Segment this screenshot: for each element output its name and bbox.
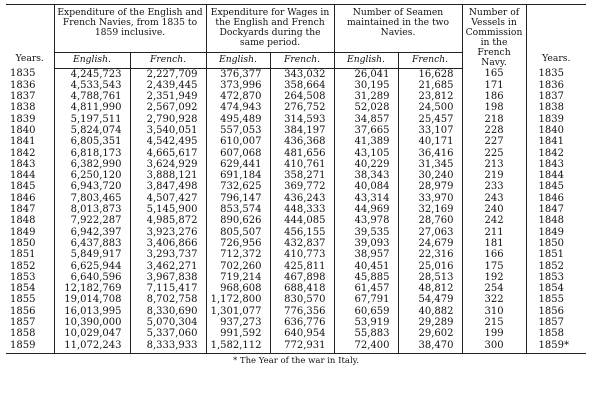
seamen-french-cell: 30,240 [398,170,462,181]
year-cell: 1836 [6,80,54,91]
year-cell-right: 1845 [526,181,586,192]
seamen-french-cell: 23,812 [398,91,462,102]
vessels-cell: 186 [462,91,526,102]
wages-english-cell: 991,592 [206,328,270,339]
years-header: Years. [15,53,44,64]
year-cell-right: 1854 [526,283,586,294]
wages-french-cell: 425,811 [270,261,334,272]
navies-english-cell: 11,072,243 [54,340,130,354]
wages-french-cell: 636,776 [270,317,334,328]
navies-french-cell: 3,888,121 [130,170,206,181]
table-row [6,80,586,91]
wages-english-cell: 719,214 [206,272,270,283]
wages-french-cell: 481,656 [270,148,334,159]
vessels-cell: 175 [462,261,526,272]
wages-english-cell: 853,574 [206,204,270,215]
wages-french-cell: 343,032 [270,68,334,80]
seamen-english-cell: 53,919 [334,317,398,328]
navies-english-cell: 10,390,000 [54,317,130,328]
vessels-cell: 243 [462,193,526,204]
seamen-french-cell: 38,470 [398,340,462,354]
navies-english-cell: 7,803,465 [54,193,130,204]
seamen-french-cell: 33,107 [398,125,462,136]
navies-expenditure-header: Expenditure of the English and French Navies, from 1835 to 1859 inclusive. [54,5,206,53]
navies-english-cell: 6,250,120 [54,170,130,181]
navies-english-cell: 12,182,769 [54,283,130,294]
seamen-french-header: French. [398,53,462,68]
vessels-cell: 218 [462,114,526,125]
navies-french-cell: 3,293,737 [130,249,206,260]
wages-expenditure-header: Expenditure for Wages in the English and French Dockyards during the same period. [206,5,334,53]
seamen-english-cell: 37,665 [334,125,398,136]
navies-english-cell: 6,943,720 [54,181,130,192]
seamen-english-cell: 39,535 [334,227,398,238]
navies-english-cell: 6,640,596 [54,272,130,283]
vessels-cell: 215 [462,317,526,328]
years-header-right: Years. [542,53,571,64]
seamen-english-cell: 72,400 [334,340,398,354]
wages-english-cell: 495,489 [206,114,270,125]
year-cell-right: 1835 [526,68,586,80]
table-row [6,317,586,328]
seamen-english-cell: 61,457 [334,283,398,294]
seamen-english-cell: 60,659 [334,306,398,317]
table-row [6,181,586,192]
year-cell-right: 1850 [526,238,586,249]
year-cell-right: 1853 [526,272,586,283]
wages-french-cell: 432,837 [270,238,334,249]
table-row [6,215,586,226]
seamen-english-cell: 34,857 [334,114,398,125]
year-cell: 1848 [6,215,54,226]
navies-english-cell: 7,922,287 [54,215,130,226]
navies-english-cell: 8,013,873 [54,204,130,215]
wages-french-cell: 314,593 [270,114,334,125]
seamen-french-cell: 16,628 [398,68,462,80]
vessels-cell: 228 [462,125,526,136]
seamen-french-cell: 27,063 [398,227,462,238]
wages-english-cell: 629,441 [206,159,270,170]
year-cell: 1840 [6,125,54,136]
wages-french-cell: 369,772 [270,181,334,192]
wages-english-cell: 1,301,077 [206,306,270,317]
navies-french-cell: 3,847,498 [130,181,206,192]
navies-english-cell: 6,382,990 [54,159,130,170]
table-row [6,125,586,136]
table-row [6,148,586,159]
seamen-french-cell: 33,970 [398,193,462,204]
navies-english-cell: 10,029,047 [54,328,130,339]
vessels-cell: 240 [462,204,526,215]
wages-english-cell: 796,147 [206,193,270,204]
wages-english-cell: 610,007 [206,136,270,147]
navies-french-cell: 3,406,866 [130,238,206,249]
navies-french-cell: 8,333,933 [130,340,206,354]
seamen-french-cell: 21,685 [398,80,462,91]
navies-english-cell: 6,818,173 [54,148,130,159]
table-header [6,5,586,69]
table-row [6,102,586,113]
navies-french-cell: 3,967,838 [130,272,206,283]
table-row [6,159,586,170]
vessels-cell: 227 [462,136,526,147]
year-cell: 1851 [6,249,54,260]
year-cell-right: 1836 [526,80,586,91]
seamen-english-header: English. [334,53,398,68]
wages-english-cell: 732,625 [206,181,270,192]
year-cell-right: 1840 [526,125,586,136]
navies-french-cell: 5,337,060 [130,328,206,339]
wages-english-cell: 702,260 [206,261,270,272]
wages-french-cell: 444,085 [270,215,334,226]
navies-english-cell: 5,849,917 [54,249,130,260]
seamen-french-cell: 22,316 [398,249,462,260]
year-cell-right: 1855 [526,294,586,305]
year-cell: 1859 [6,340,54,354]
navies-french-cell: 2,790,928 [130,114,206,125]
year-cell-right: 1844 [526,170,586,181]
seamen-french-cell: 28,979 [398,181,462,192]
seamen-english-cell: 43,978 [334,215,398,226]
wages-french-cell: 358,271 [270,170,334,181]
seamen-english-cell: 55,883 [334,328,398,339]
wages-french-cell: 410,773 [270,249,334,260]
navies-english-cell: 5,197,511 [54,114,130,125]
seamen-french-cell: 29,289 [398,317,462,328]
navies-english-cell: 19,014,708 [54,294,130,305]
navies-english-header: English. [54,53,130,68]
seamen-french-cell: 25,016 [398,261,462,272]
year-cell: 1837 [6,91,54,102]
seamen-french-cell: 24,500 [398,102,462,113]
year-cell-right: 1839 [526,114,586,125]
year-cell: 1844 [6,170,54,181]
seamen-french-cell: 40,171 [398,136,462,147]
seamen-english-cell: 38,957 [334,249,398,260]
year-cell: 1858 [6,328,54,339]
table-row [6,328,586,339]
navies-french-cell: 2,227,709 [130,68,206,80]
vessels-cell: 211 [462,227,526,238]
navies-french-cell: 5,145,900 [130,204,206,215]
table-row [6,170,586,181]
navies-french-cell: 4,665,617 [130,148,206,159]
vessels-cell: 198 [462,102,526,113]
table-row [6,68,586,80]
year-cell-right: 1849 [526,227,586,238]
seamen-english-cell: 44,969 [334,204,398,215]
navies-french-cell: 2,567,092 [130,102,206,113]
vessels-cell: 219 [462,170,526,181]
seamen-english-cell: 40,451 [334,261,398,272]
seamen-french-cell: 31,345 [398,159,462,170]
table-row [6,294,586,305]
wages-french-cell: 776,356 [270,306,334,317]
navies-french-cell: 4,985,872 [130,215,206,226]
year-cell-right: 1856 [526,306,586,317]
navies-english-cell: 5,824,074 [54,125,130,136]
wages-english-header: English. [206,53,270,68]
seamen-english-cell: 30,195 [334,80,398,91]
navies-french-cell: 7,115,417 [130,283,206,294]
year-cell: 1838 [6,102,54,113]
year-cell: 1847 [6,204,54,215]
wages-english-cell: 712,372 [206,249,270,260]
navies-french-cell: 3,540,051 [130,125,206,136]
wages-english-cell: 1,582,112 [206,340,270,354]
vessels-cell: 171 [462,80,526,91]
year-cell-right: 1846 [526,193,586,204]
navies-english-cell: 4,533,543 [54,80,130,91]
vessels-cell: 233 [462,181,526,192]
navies-french-cell: 2,439,445 [130,80,206,91]
wages-english-cell: 1,172,800 [206,294,270,305]
seamen-english-cell: 40,084 [334,181,398,192]
year-cell: 1835 [6,68,54,80]
year-cell: 1852 [6,261,54,272]
table-row [6,227,586,238]
vessels-cell: 310 [462,306,526,317]
wages-french-cell: 456,155 [270,227,334,238]
wages-english-cell: 805,507 [206,227,270,238]
navies-french-cell: 4,507,427 [130,193,206,204]
seamen-english-cell: 26,041 [334,68,398,80]
navies-french-cell: 5,070,304 [130,317,206,328]
year-cell: 1850 [6,238,54,249]
navies-english-cell: 4,245,723 [54,68,130,80]
seamen-english-cell: 40,229 [334,159,398,170]
seamen-french-cell: 36,416 [398,148,462,159]
wages-english-cell: 557,053 [206,125,270,136]
seamen-english-cell: 41,389 [334,136,398,147]
table-row [6,306,586,317]
table-row [6,193,586,204]
seamen-french-cell: 29,602 [398,328,462,339]
wages-french-header: French. [270,53,334,68]
year-cell: 1855 [6,294,54,305]
wages-english-cell: 968,608 [206,283,270,294]
wages-english-cell: 472,870 [206,91,270,102]
year-cell-right: 1843 [526,159,586,170]
table-row [6,340,586,354]
wages-french-cell: 264,508 [270,91,334,102]
year-cell: 1846 [6,193,54,204]
navies-french-cell: 3,462,271 [130,261,206,272]
wages-french-cell: 410,761 [270,159,334,170]
year-cell: 1857 [6,317,54,328]
navies-french-header: French. [130,53,206,68]
wages-french-cell: 384,197 [270,125,334,136]
wages-english-cell: 607,068 [206,148,270,159]
navies-french-cell: 3,624,929 [130,159,206,170]
vessels-cell: 213 [462,159,526,170]
wages-english-cell: 373,996 [206,80,270,91]
vessels-cell: 199 [462,328,526,339]
navies-english-cell: 6,437,883 [54,238,130,249]
vessels-cell: 192 [462,272,526,283]
year-cell-right: 1859* [526,340,586,354]
table-row [6,136,586,147]
seamen-french-cell: 24,679 [398,238,462,249]
year-cell: 1854 [6,283,54,294]
footnote: * The Year of the war in Italy. [232,355,360,366]
year-cell-right: 1851 [526,249,586,260]
vessels-cell: 322 [462,294,526,305]
navies-french-cell: 8,330,690 [130,306,206,317]
wages-french-cell: 688,418 [270,283,334,294]
wages-french-cell: 830,570 [270,294,334,305]
year-cell-right: 1841 [526,136,586,147]
seamen-french-cell: 32,169 [398,204,462,215]
wages-english-cell: 937,273 [206,317,270,328]
table-row [6,261,586,272]
year-cell: 1845 [6,181,54,192]
navies-english-cell: 6,625,944 [54,261,130,272]
year-cell: 1841 [6,136,54,147]
wages-french-cell: 772,931 [270,340,334,354]
seamen-french-cell: 28,513 [398,272,462,283]
navies-french-cell: 8,702,758 [130,294,206,305]
vessels-cell: 242 [462,215,526,226]
table-row [6,238,586,249]
table-row [6,204,586,215]
seamen-french-cell: 25,457 [398,114,462,125]
vessels-cell: 165 [462,68,526,80]
seamen-french-cell: 48,812 [398,283,462,294]
year-cell: 1839 [6,114,54,125]
wages-french-cell: 448,333 [270,204,334,215]
year-cell-right: 1838 [526,102,586,113]
seamen-english-cell: 45,885 [334,272,398,283]
document-page [6,4,594,396]
table-row [6,91,586,102]
wages-french-cell: 276,752 [270,102,334,113]
seamen-english-cell: 43,105 [334,148,398,159]
wages-french-cell: 358,664 [270,80,334,91]
vessels-cell: 166 [462,249,526,260]
year-cell: 1853 [6,272,54,283]
table-row [6,249,586,260]
navies-english-cell: 4,788,761 [54,91,130,102]
navies-english-cell: 6,805,351 [54,136,130,147]
seamen-english-cell: 52,028 [334,102,398,113]
year-cell: 1856 [6,306,54,317]
seamen-french-cell: 28,760 [398,215,462,226]
table-row [6,114,586,125]
wages-french-cell: 467,898 [270,272,334,283]
seamen-french-cell: 40,882 [398,306,462,317]
seamen-header: Number of Seamen maintained in the two Navies. [334,5,462,53]
table-row [6,272,586,283]
vessels-cell: 254 [462,283,526,294]
wages-french-cell: 640,954 [270,328,334,339]
navies-english-cell: 4,811,990 [54,102,130,113]
seamen-english-cell: 31,289 [334,91,398,102]
vessels-header: Number of Vessels in Commission in the French Navy. [462,5,526,69]
seamen-english-cell: 67,791 [334,294,398,305]
wages-english-cell: 474,943 [206,102,270,113]
year-cell-right: 1837 [526,91,586,102]
year-cell: 1842 [6,148,54,159]
wages-english-cell: 376,377 [206,68,270,80]
year-cell-right: 1842 [526,148,586,159]
year-cell: 1843 [6,159,54,170]
navies-french-cell: 3,923,276 [130,227,206,238]
year-cell: 1849 [6,227,54,238]
seamen-french-cell: 54,479 [398,294,462,305]
navies-english-cell: 16,013,995 [54,306,130,317]
year-cell-right: 1848 [526,215,586,226]
wages-french-cell: 436,368 [270,136,334,147]
year-cell-right: 1852 [526,261,586,272]
seamen-english-cell: 43,314 [334,193,398,204]
vessels-cell: 300 [462,340,526,354]
vessels-cell: 181 [462,238,526,249]
wages-english-cell: 691,184 [206,170,270,181]
naval-expenditure-table [6,4,586,354]
seamen-english-cell: 39,093 [334,238,398,249]
vessels-cell: 225 [462,148,526,159]
seamen-english-cell: 38,343 [334,170,398,181]
navies-english-cell: 6,942,397 [54,227,130,238]
wages-english-cell: 726,956 [206,238,270,249]
navies-french-cell: 4,542,495 [130,136,206,147]
year-cell-right: 1858 [526,328,586,339]
navies-french-cell: 2,351,949 [130,91,206,102]
table-body [6,68,586,353]
wages-english-cell: 890,626 [206,215,270,226]
wages-french-cell: 436,243 [270,193,334,204]
year-cell-right: 1847 [526,204,586,215]
year-cell-right: 1857 [526,317,586,328]
table-row [6,283,586,294]
